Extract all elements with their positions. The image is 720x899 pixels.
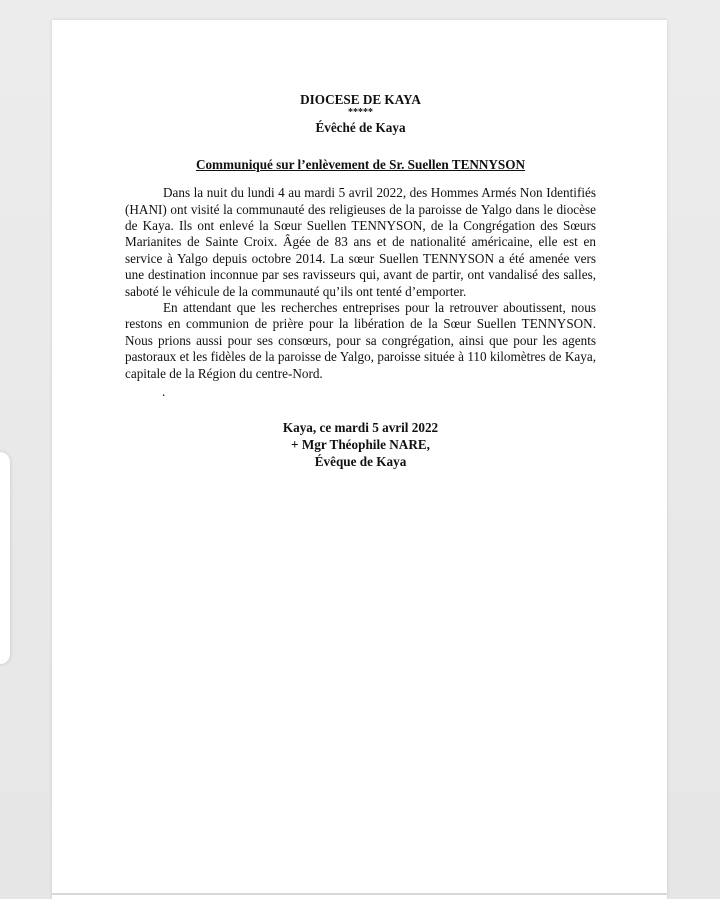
- paragraph-1: Dans la nuit du lundi 4 au mardi 5 avril 2022, des Hommes Armés Non Identifiés (HANI) ont visité la communauté des religieuses de la paroisse de Yalgo dans le diocèse de Kaya. Ils ont enlevé la Sœur Suellen TENNYSON, de la Congrégation des Sœurs Marianites de Sainte Croix. Âgée de 83 ans et de nationalité américaine, elle est en service à Yalgo depuis octobre 2014. La sœur Suellen TENNYSON a été amenée vers une destination inconnue par ses ravisseurs qui, avant de partir, ont vandalisé des salles, saboté le véhicule de la communauté qu’ils ont tenté d’emporter.: [125, 185, 596, 299]
- body-text: [125, 185, 596, 382]
- signature-block: [125, 419, 596, 470]
- signature-role: Évêque de Kaya: [314, 454, 407, 470]
- signature-place-date: Kaya, ce mardi 5 avril 2022: [282, 420, 439, 436]
- sub-organization: Évêché de Kaya: [315, 120, 406, 136]
- side-panel-handle[interactable]: [0, 452, 10, 664]
- paragraph-2: En attendant que les recherches entreprises pour la retrouver aboutissent, nous restons en communion de prière pour la libération de la Sœur Suellen TENNYSON. Nous prions aussi pour ses consœurs, pour sa congrégation, ainsi que pour les agents pastoraux et les fidèles de la paroisse de Yalgo, paroisse située à 110 kilomètres de Kaya, capitale de la Région du centre-Nord.: [125, 300, 596, 381]
- document-title: Communiqué sur l’enlèvement de Sr. Suellen TENNYSON: [195, 156, 526, 172]
- header-separator: *****: [348, 107, 373, 119]
- page-bottom-divider: [52, 893, 667, 895]
- organization-name: DIOCESE DE KAYA: [300, 92, 421, 107]
- stray-dot: .: [162, 384, 166, 400]
- document-page: [52, 20, 667, 899]
- page-content: [125, 92, 596, 470]
- signature-signer: + Mgr Théophile NARE,: [291, 437, 430, 453]
